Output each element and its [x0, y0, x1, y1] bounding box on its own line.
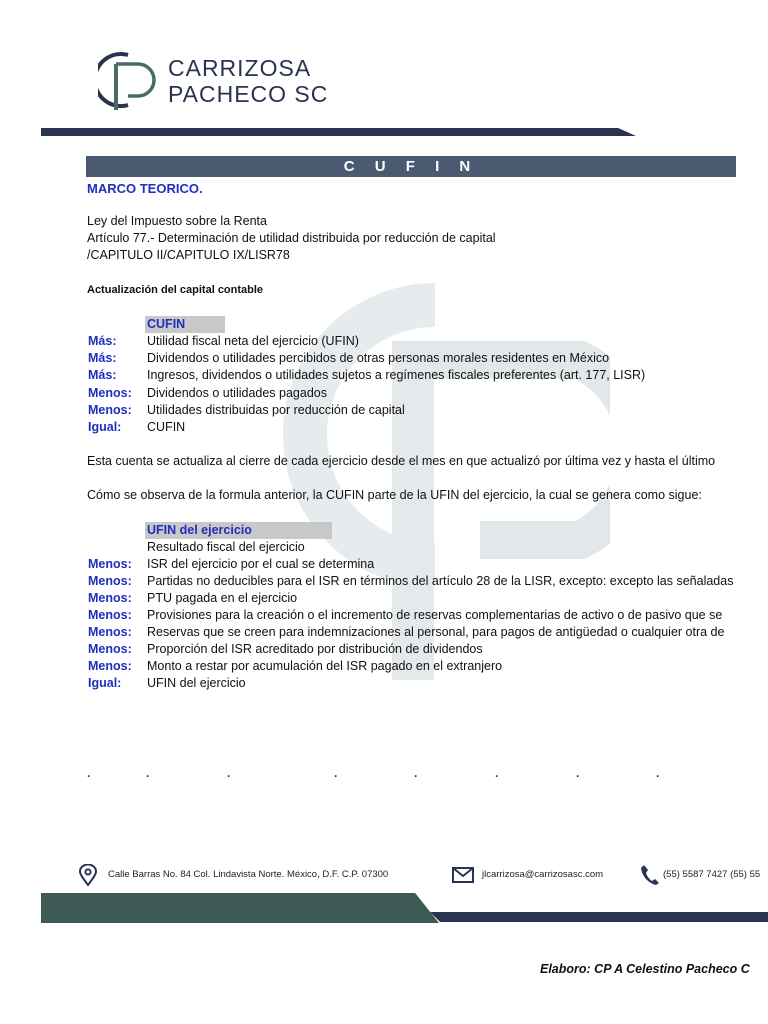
row-label: Menos: [88, 608, 132, 622]
row-label: Menos: [88, 557, 132, 571]
ufin-row [0, 556, 768, 573]
cufin-row [0, 333, 768, 350]
row-text: Ingresos, dividendos o utilidades sujetos a regímenes fiscales preferentes (art. 177, LISR) [147, 368, 646, 382]
dot-mark: . [227, 766, 231, 780]
mail-icon [452, 867, 474, 883]
cufin-row [0, 402, 768, 419]
law-line-1: Ley del Impuesto sobre la Renta [87, 214, 267, 228]
section-title: MARCO TEORICO. [87, 181, 203, 196]
row-label: Menos: [88, 659, 132, 673]
row-text: Dividendos o utilidades percibidos de otras personas morales residentes en México [147, 351, 610, 365]
dot-mark: . [146, 766, 150, 780]
row-label: Menos: [88, 591, 132, 605]
footer-band-green [41, 893, 439, 923]
row-label: Menos: [88, 642, 132, 656]
phone-icon [640, 864, 660, 886]
row-text: Utilidad fiscal neta del ejercicio (UFIN) [147, 334, 359, 348]
row-text: Utilidades distribuidas por reducción de capital [147, 403, 405, 417]
paragraph-1: Esta cuenta se actualiza al cierre de cada ejercicio desde el mes en que actualizó por última vez y hasta el último [87, 454, 716, 468]
row-text: Proporción del ISR acreditado por distribución de dividendos [147, 642, 483, 656]
ufin-row [0, 607, 768, 624]
row-text: Partidas no deducibles para el ISR en términos del artículo 28 de la LISR, excepto: excepto las señaladas [147, 574, 734, 588]
dot-mark: . [87, 766, 91, 780]
ufin-row [0, 658, 768, 675]
ufin-row [0, 590, 768, 607]
ufin-row [0, 539, 768, 556]
row-label: Igual: [88, 420, 122, 434]
cufin-row [0, 350, 768, 367]
footer-band-navy [430, 912, 768, 922]
row-label: Más: [88, 368, 117, 382]
row-text: PTU pagada en el ejercicio [147, 591, 298, 605]
row-label: Igual: [88, 676, 122, 690]
location-icon [78, 864, 98, 886]
law-line-3: /CAPITULO II/CAPITULO IX/LISR78 [87, 248, 290, 262]
ufin-header: UFIN del ejercicio [145, 522, 332, 539]
signature: Elaboro: CP A Celestino Pacheco C [540, 962, 750, 976]
dot-mark: . [495, 766, 499, 780]
company-logo-icon [98, 50, 164, 112]
ufin-row [0, 641, 768, 658]
dot-mark: . [576, 766, 580, 780]
paragraph-2: Cómo se observa de la formula anterior, la CUFIN parte de la UFIN del ejercicio, la cual se genera como sigue: [87, 488, 702, 502]
row-label: Más: [88, 334, 117, 348]
dot-mark: . [334, 766, 338, 780]
row-label: Más: [88, 351, 117, 365]
header-band [41, 128, 636, 136]
row-text: Dividendos o utilidades pagados [147, 386, 327, 400]
row-text: Reservas que se creen para indemnizaciones al personal, para pagos de antigüedad o cualquier otra de [147, 625, 725, 639]
cufin-row [0, 367, 768, 384]
ufin-row [0, 675, 768, 692]
row-text: CUFIN [147, 420, 186, 434]
law-line-2: Artículo 77.- Determinación de utilidad distribuida por reducción de capital [87, 231, 496, 245]
dot-mark: . [656, 766, 660, 780]
row-label: Menos: [88, 386, 132, 400]
subtitle: Actualización del capital contable [87, 284, 264, 296]
logo-line-1: CARRIZOSA [168, 55, 312, 81]
cufin-header: CUFIN [145, 316, 225, 333]
cufin-row [0, 419, 768, 436]
row-text: UFIN del ejercicio [147, 676, 246, 690]
dot-mark: . [414, 766, 418, 780]
logo-line-2: PACHECO SC [168, 81, 329, 107]
footer-email: jlcarrizosa@carrizosasc.com [482, 869, 604, 880]
ufin-row [0, 573, 768, 590]
row-text: Resultado fiscal del ejercicio [147, 540, 305, 554]
footer-phone: (55) 5587 7427 (55) 55 [663, 869, 761, 880]
row-text: Monto a restar por acumulación del ISR pagado en el extranjero [147, 659, 503, 673]
page-title: C U F I N [86, 156, 736, 177]
row-label: Menos: [88, 625, 132, 639]
ufin-row [0, 624, 768, 641]
row-text: ISR del ejercicio por el cual se determina [147, 557, 375, 571]
cufin-row [0, 385, 768, 402]
row-label: Menos: [88, 574, 132, 588]
row-label: Menos: [88, 403, 132, 417]
row-text: Provisiones para la creación o el incremento de reservas complementarias de activo o de pasivo que se [147, 608, 723, 622]
footer-address: Calle Barras No. 84 Col. Lindavista Norte. México, D.F. C.P. 07300 [108, 869, 389, 880]
